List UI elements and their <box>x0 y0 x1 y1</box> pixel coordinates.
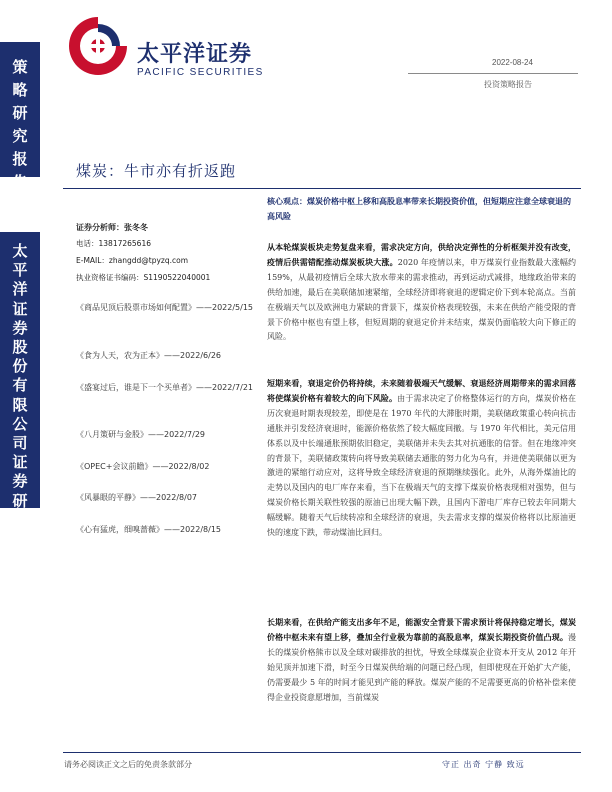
sidebar-category-label: 策略研究报告 <box>12 58 28 191</box>
sidebar-report-category <box>0 42 40 191</box>
logo-chinese-name: 太平洋证券 <box>137 42 253 67</box>
analyst-email: E-MAIL：zhangdd@tpyzq.com <box>76 256 188 265</box>
core-view-text: 煤炭价格中枢上移和高股息率带来长期投资价值，但短期应注意全球衰退的高风险 <box>267 197 571 221</box>
paragraph-overview <box>267 241 576 345</box>
header-divider <box>408 73 578 74</box>
analyst-certificate: 执业资格证书编码：S1190522040001 <box>76 273 211 282</box>
report-date: 2022-08-24 <box>492 58 533 67</box>
paragraph-long-term <box>267 616 576 734</box>
core-view-label: 核心观点： <box>267 197 307 206</box>
paragraph-short-term <box>267 377 576 541</box>
related-report-item: 《心有猛虎，细嗅蔷薇》——2022/8/15 <box>76 525 222 534</box>
analyst-phone: 电话：13817265616 <box>76 239 151 248</box>
footer-disclaimer: 请务必阅读正文之后的免责条款部分 <box>64 760 192 769</box>
sidebar-company-label: 太平洋证券股份有限公司证券研究报告 <box>12 242 28 568</box>
paragraph-body: 漫长的煤炭价格熊市以及全球对碳排放的担忧，导致全球煤炭企业资本开支从 2012 年开始见顶并加速下滑，时至今日煤炭供给端的问题已经凸现，但即使现在开始扩大产能，仍需要最少 5 年的时间才能见到产能的释放。煤炭产能的不足需要更高的价格补偿来使得企业投资意愿增加，当前煤炭 <box>267 632 576 702</box>
sidebar <box>0 0 40 792</box>
related-report-item: 《盛宴过后，谁是下一个买单者》——2022/7/21 <box>76 383 254 392</box>
footer-divider <box>63 752 581 753</box>
paragraph-lead: 长期来看，在供给产能支出多年不足，能源安全背景下需求预计将保持稳定增长，煤炭价格中枢未来有望上移，叠加全行业极为靠前的高股息率，煤炭长期投资价值凸现。 <box>267 618 576 642</box>
company-logo-icon <box>66 14 130 78</box>
paragraph-body: 由于需求决定了价格整体运行的方向，煤炭价格在历次衰退时期表现较差，即使是在 1970 年代的大滞胀时期，美联储政策重心转向抗击通胀并引发经济衰退时，能源价格依然了较大幅度回撤。与 1970 年代相比，美元信用体系以及中长端通胀预期依旧稳定，美联储并未失去其对抗通胀的信誉。但在地缘冲突的背景下，美联储政策转向将导致美联储去通胀的努力化为乌有，并进使美联储以更为激进的紧缩行动应对，这将导致全球经济衰退的预期继续强化。此外，从海外煤油比的走势以及国内的电厂库存来看，当下在极端天气的支撑下煤炭价格表现相对强势，但与煤炭价格长期关联性较强的原油已出现大幅下跌，且国内下游电厂库存已较去年同期大幅缓解。随着天气后续转凉和全球经济的衰退，失去需求支撑的煤炭价格将以比原油更快的速度下跌，带动煤油比回归。 <box>267 393 577 538</box>
paragraph-body: 2020 年疫情以来，申万煤炭行业指数最大涨幅约 159%，从最初疫情后全球大放水带来的需求推动，再到运动式减排，地缘政治带来的供给加速，最后在美联储加速紧缩，全球经济即将衰退的逻辑定价下到本轮高点。当前在极端天气以及欧洲电力紧缺的背景下，煤炭价格表现较强，未来在供给产能受限的背景下价格中枢也有望上移，但短周期的衰退定价并未结束，煤炭仍面临较大向下修正的风险。 <box>267 257 577 342</box>
analyst-name: 证券分析师：张冬冬 <box>76 223 148 232</box>
related-report-item: 《商品见顶后股票市场如何配置》——2022/5/15 <box>76 303 254 312</box>
related-report-item: 《风暴眼的平静》——2022/8/07 <box>76 493 198 502</box>
related-report-item: 《食为人天，农为正本》——2022/6/26 <box>76 351 222 360</box>
report-type: 投资策略报告 <box>484 80 532 89</box>
page-title: 煤炭：牛市亦有折返跑 <box>76 162 237 180</box>
sidebar-company-banner <box>0 232 40 568</box>
logo-english-name: PACIFIC SECURITIES <box>137 67 264 78</box>
footer-motto: 守正 出奇 宁静 致远 <box>442 760 525 769</box>
paragraph-lead: 短期来看，衰退定价仍将持续，未来随着极端天气缓解、衰退经济周期带来的需求回落将使煤炭价格有着较大的向下风险。 <box>267 379 576 403</box>
related-report-item: 《OPEC+会议前瞻》——2022/8/02 <box>76 462 210 471</box>
title-divider <box>63 188 581 189</box>
related-report-item: 《八月策研与金股》——2022/7/29 <box>76 430 206 439</box>
core-view <box>267 194 575 224</box>
paragraph-lead: 从本轮煤炭板块走势复盘来看，需求决定方向，供给决定弹性的分析框架并没有改变，疫情后供需错配推动煤炭板块大涨。 <box>267 243 576 267</box>
